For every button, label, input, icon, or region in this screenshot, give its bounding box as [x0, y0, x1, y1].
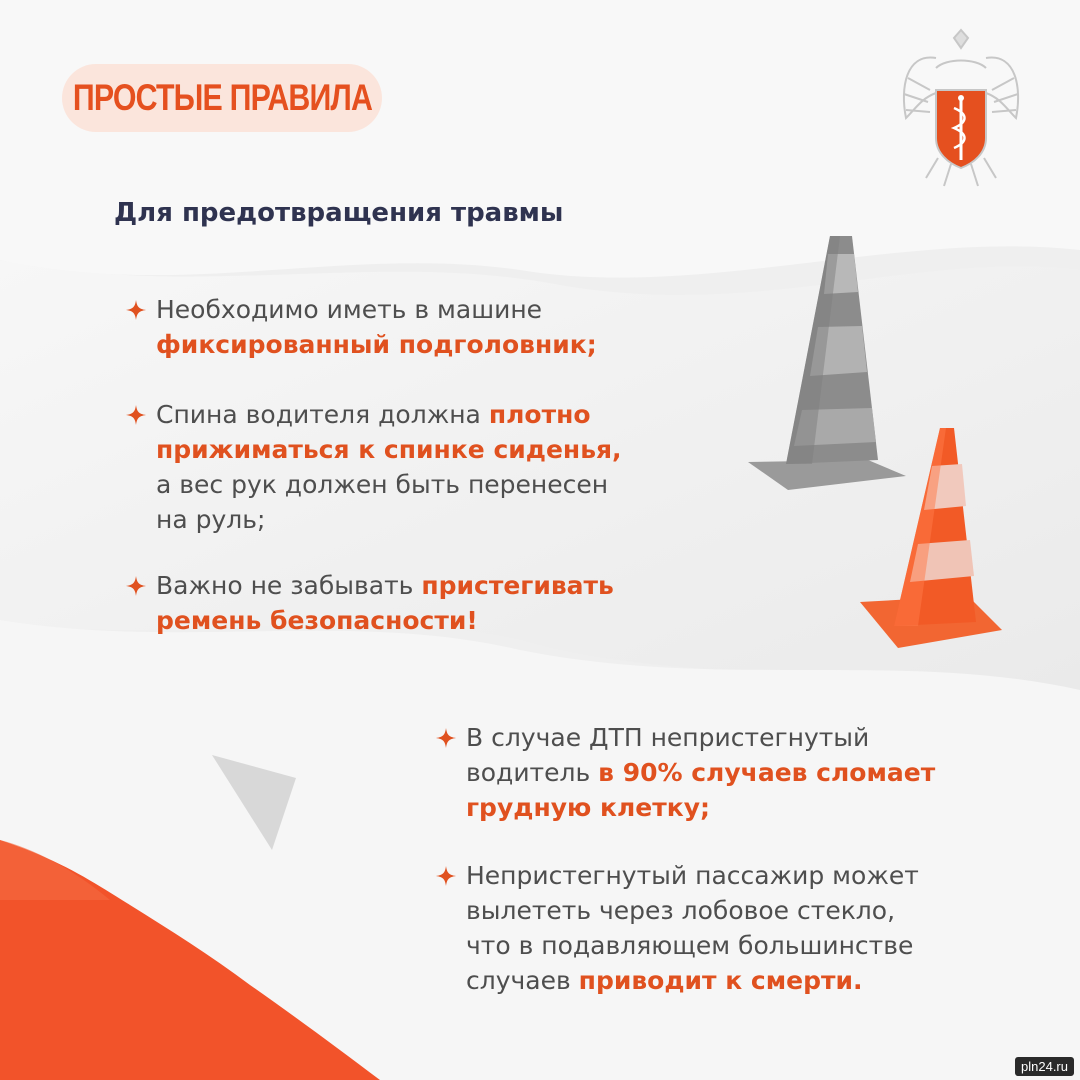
bullet-highlight: фиксированный подголовник;: [156, 330, 597, 359]
bullet-highlight: приводит к смерти.: [578, 966, 863, 995]
bullet-text: что в подавляющем большинстве: [466, 931, 914, 960]
bullet-text: Важно не забывать: [156, 571, 422, 600]
bullet-item-back-position: [156, 397, 622, 537]
bullet-text: случаев: [466, 966, 579, 995]
four-point-star-icon: [126, 300, 146, 320]
bullet-item-driver-injury: [466, 720, 935, 825]
bullet-line: [466, 928, 919, 963]
orange-traffic-cone: [858, 426, 1004, 656]
bullet-text: вылететь через лобовое стекло,: [466, 896, 896, 925]
bullet-text: а вес рук должен быть перенесен: [156, 470, 609, 499]
bullet-highlight: прижиматься к спинке сиденья,: [156, 435, 622, 464]
four-point-star-icon: [126, 576, 146, 596]
bullet-text: В случае ДТП непристегнутый: [466, 723, 870, 752]
four-point-star-icon: [126, 405, 146, 425]
bullet-line: [466, 755, 935, 790]
section-heading: Для предотвращения травмы: [114, 198, 564, 228]
bullet-line: [156, 397, 622, 432]
bullet-line: [466, 720, 935, 755]
bullet-text: Непристегнутый пассажир может: [466, 861, 919, 890]
bullet-line: [156, 432, 622, 467]
bullet-line: [156, 603, 614, 638]
bullet-item-seatbelt: [156, 568, 614, 638]
bullet-line: [156, 568, 614, 603]
four-point-star-icon: [436, 866, 456, 886]
title-badge: [62, 64, 382, 132]
bullet-line: [156, 292, 597, 327]
bullet-text: водитель: [466, 758, 599, 787]
bullet-text: на руль;: [156, 505, 266, 534]
bullet-item-headrest: [156, 292, 597, 362]
bullet-line: [466, 790, 935, 825]
bullet-text: Необходимо иметь в машине: [156, 295, 543, 324]
bullet-highlight: ремень безопасности!: [156, 606, 478, 635]
bullet-highlight: пристегивать: [421, 571, 614, 600]
four-point-star-icon: [436, 728, 456, 748]
bullet-line: [156, 327, 597, 362]
bullet-line: [156, 467, 622, 502]
bullet-highlight: в 90% случаев сломает: [598, 758, 936, 787]
title-badge-label: ПРОСТЫЕ ПРАВИЛА: [72, 77, 372, 118]
ministry-emblem-icon: [896, 28, 1026, 194]
bullet-highlight: грудную клетку;: [466, 793, 711, 822]
bullet-line: [466, 963, 919, 998]
bullet-line: [156, 502, 622, 537]
bullet-line: [466, 893, 919, 928]
bullet-line: [466, 858, 919, 893]
bullet-highlight: плотно: [488, 400, 591, 429]
watermark: pln24.ru: [1015, 1057, 1074, 1076]
bullet-text: Спина водителя должна: [156, 400, 489, 429]
bullet-item-passenger-risk: [466, 858, 919, 998]
